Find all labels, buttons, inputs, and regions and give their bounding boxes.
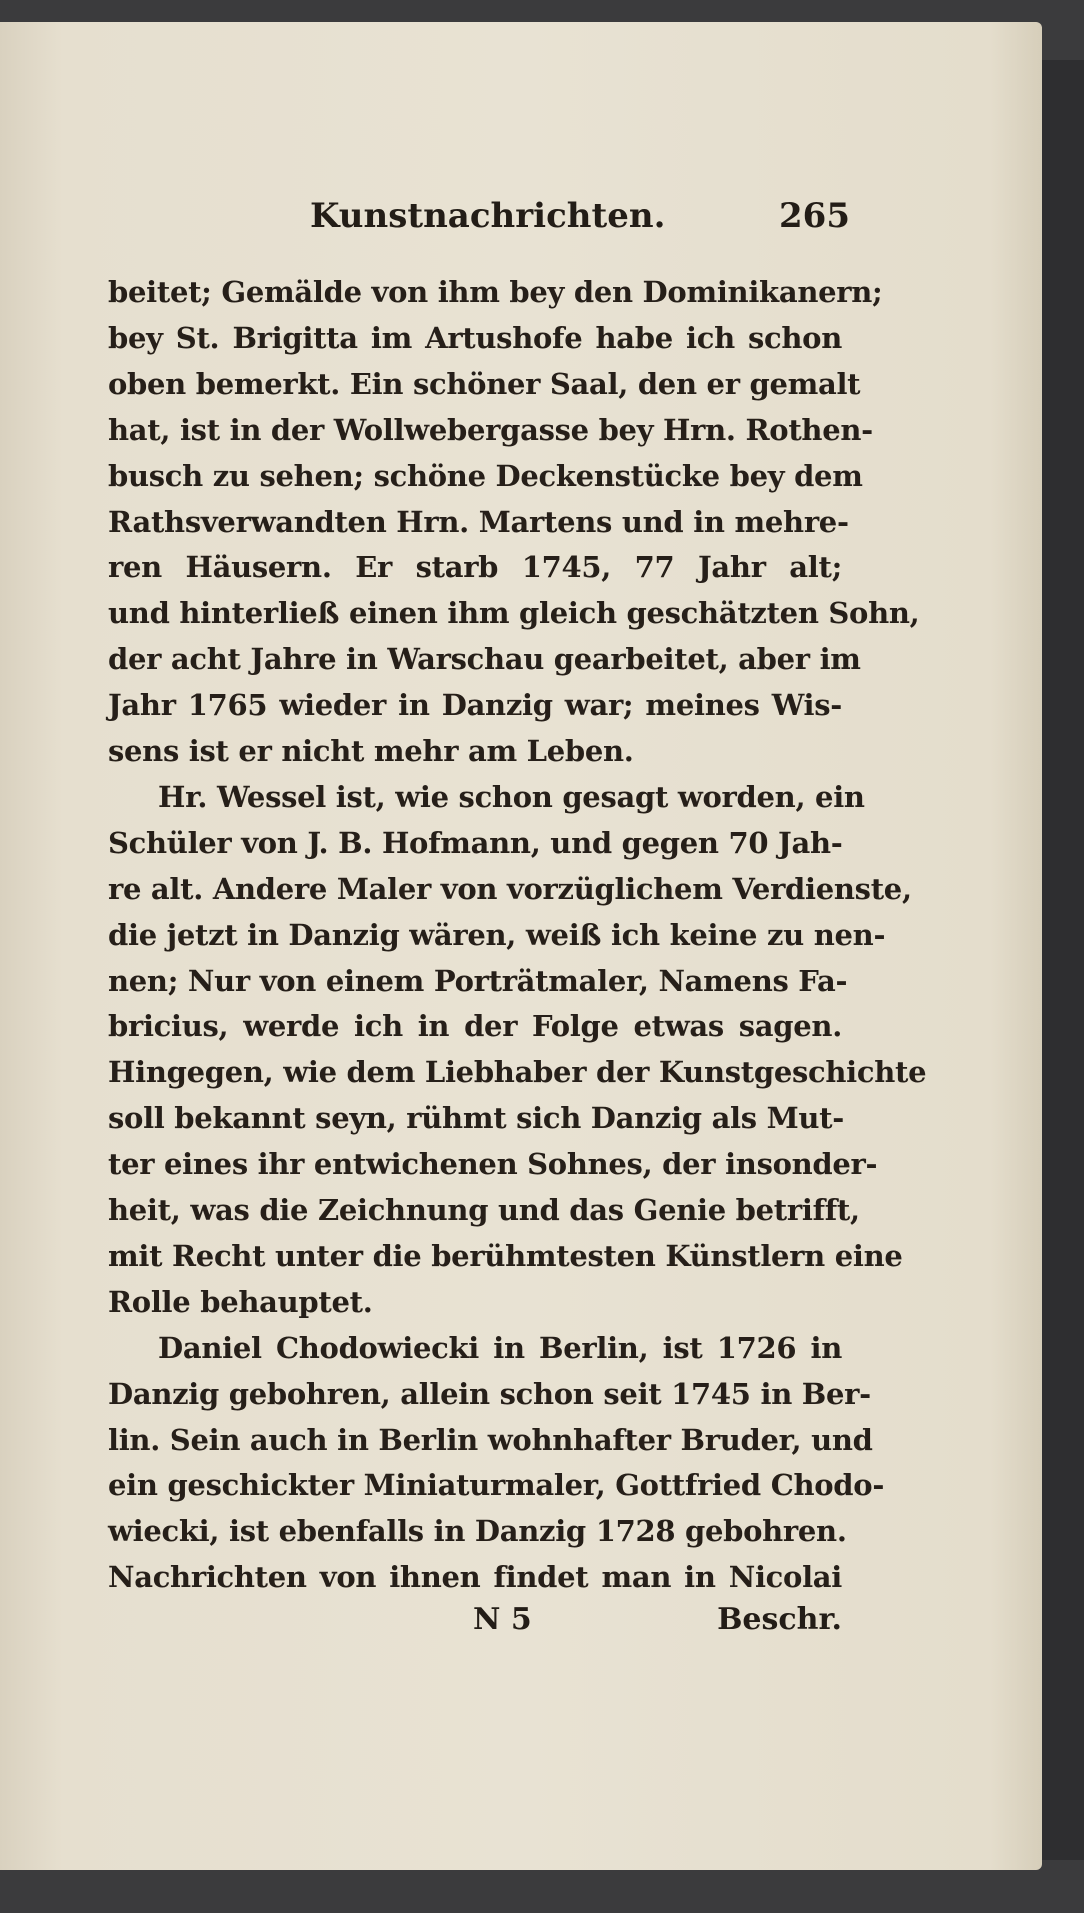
text-line: sens ist er nicht mehr am Leben. [108, 734, 634, 768]
text-line: Rolle behauptet. [108, 1284, 373, 1319]
page-number: 265 [779, 196, 850, 236]
text-line: lin. Sein auch in Berlin wohnhafter Bruder, und [108, 1422, 873, 1457]
text-line: nen; Nur von einem Porträtmaler, Namens Fa- [108, 963, 848, 998]
scan-border [1042, 60, 1084, 1860]
text-line: Jahr 1765 wieder in Danzig war; meines Wis- [108, 688, 842, 723]
text-line: Rathsverwandten Hrn. Martens und in mehre- [108, 504, 849, 539]
text-line: hat, ist in der Wollwebergasse bey Hrn. Rothen- [108, 412, 873, 447]
text-line: der acht Jahre in Warschau gearbeitet, aber im [108, 642, 861, 677]
text-line: Schüler von J. B. Hofmann, und gegen 70 Jah- [108, 825, 843, 860]
text-line: oben bemerkt. Ein schöner Saal, den er gemalt [108, 366, 861, 401]
text-line: Hingegen, wie dem Liebhaber der Kunstgeschichte [108, 1055, 927, 1090]
text-line: soll bekannt seyn, rühmt sich Danzig als Mut- [108, 1101, 845, 1136]
text-line: wiecki, ist ebenfalls in Danzig 1728 gebohren. [108, 1514, 847, 1549]
text-line: mit Recht unter die berühmtesten Künstlern eine [108, 1238, 903, 1273]
signature-mark: N 5 [473, 1602, 532, 1637]
text-line: bricius, werde ich in der Folge etwas sagen. [108, 1009, 842, 1044]
text-line: ein geschickter Miniaturmaler, Gottfried Chodo- [108, 1468, 885, 1503]
text-line: und hinterließ einen ihm gleich geschätzten Sohn, [108, 596, 920, 631]
header-title: Kunstnachrichten. [310, 196, 666, 236]
text-line: Daniel Chodowiecki in Berlin, ist 1726 in [158, 1330, 842, 1365]
text-line: die jetzt in Danzig wären, weiß ich keine zu nen- [108, 917, 886, 952]
text-line: heit, was die Zeichnung und das Genie betrifft, [108, 1193, 860, 1227]
text-line: Hr. Wessel ist, wie schon gesagt worden, ein [158, 779, 865, 814]
text-line: ter eines ihr entwichenen Sohnes, der insonder- [108, 1147, 878, 1182]
text-line: ren Häusern. Er starb 1745, 77 Jahr alt; [108, 550, 842, 585]
text-line: beitet; Gemälde von ihm bey den Dominikanern; [108, 275, 883, 309]
text-line: Danzig gebohren, allein schon seit 1745 in Ber- [108, 1376, 871, 1411]
text-line: bey St. Brigitta im Artushofe habe ich schon [108, 320, 842, 355]
text-line: Nachrichten von ihnen findet man in Nicolai [108, 1560, 842, 1595]
text-line: busch zu sehen; schöne Deckenstücke bey dem [108, 458, 863, 493]
text-line: re alt. Andere Maler von vorzüglichem Verdienste, [108, 871, 912, 906]
catchword: Beschr. [717, 1602, 842, 1637]
